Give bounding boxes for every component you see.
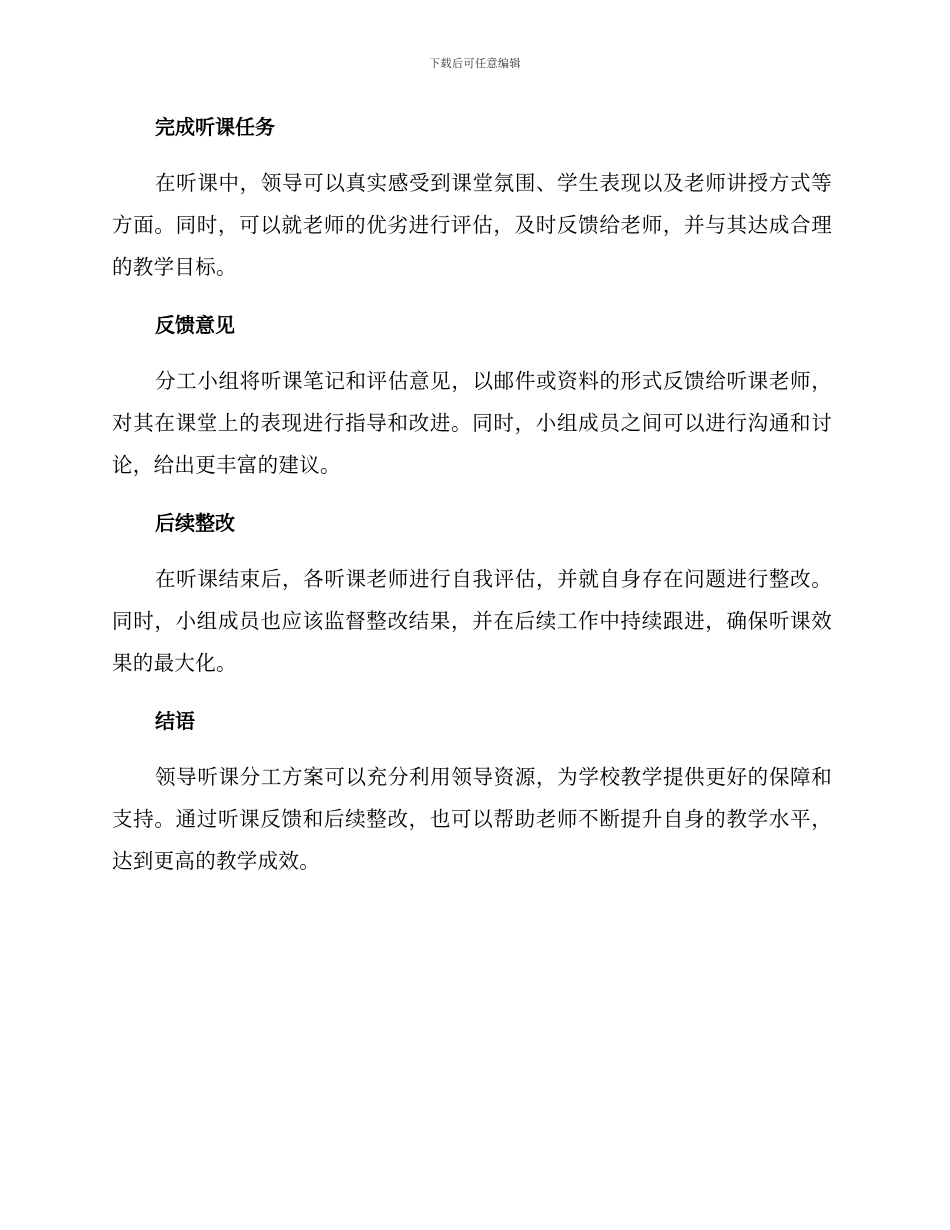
section-conclusion	[112, 704, 832, 882]
section-heading: 结语	[155, 709, 195, 733]
section-paragraph: 领导听课分工方案可以充分利用领导资源，为学校教学提供更好的保障和支持。通过听课反馈和后续整改，也可以帮助老师不断提升自身的教学水平，达到更高的教学成效。	[112, 765, 832, 873]
section-heading: 完成听课任务	[155, 115, 275, 139]
section-heading: 后续整改	[155, 511, 235, 535]
section-complete-listening-task	[112, 110, 832, 288]
section-paragraph: 分工小组将听课笔记和评估意见，以邮件或资料的形式反馈给听课老师，对其在课堂上的表现进行指导和改进。同时，小组成员之间可以进行沟通和讨论，给出更丰富的建议。	[112, 369, 832, 477]
section-heading: 反馈意见	[155, 313, 235, 337]
document-body	[112, 110, 832, 902]
section-paragraph: 在听课结束后，各听课老师进行自我评估，并就自身存在问题进行整改。同时，小组成员也应该监督整改结果，并在后续工作中持续跟进，确保听课效果的最大化。	[112, 567, 832, 675]
section-follow-up-rectification	[112, 506, 832, 684]
section-feedback	[112, 308, 832, 486]
header-note: 下载后可任意编辑	[429, 57, 521, 70]
section-paragraph: 在听课中，领导可以真实感受到课堂氛围、学生表现以及老师讲授方式等方面。同时，可以就老师的优劣进行评估，及时反馈给老师，并与其达成合理的教学目标。	[112, 171, 832, 279]
